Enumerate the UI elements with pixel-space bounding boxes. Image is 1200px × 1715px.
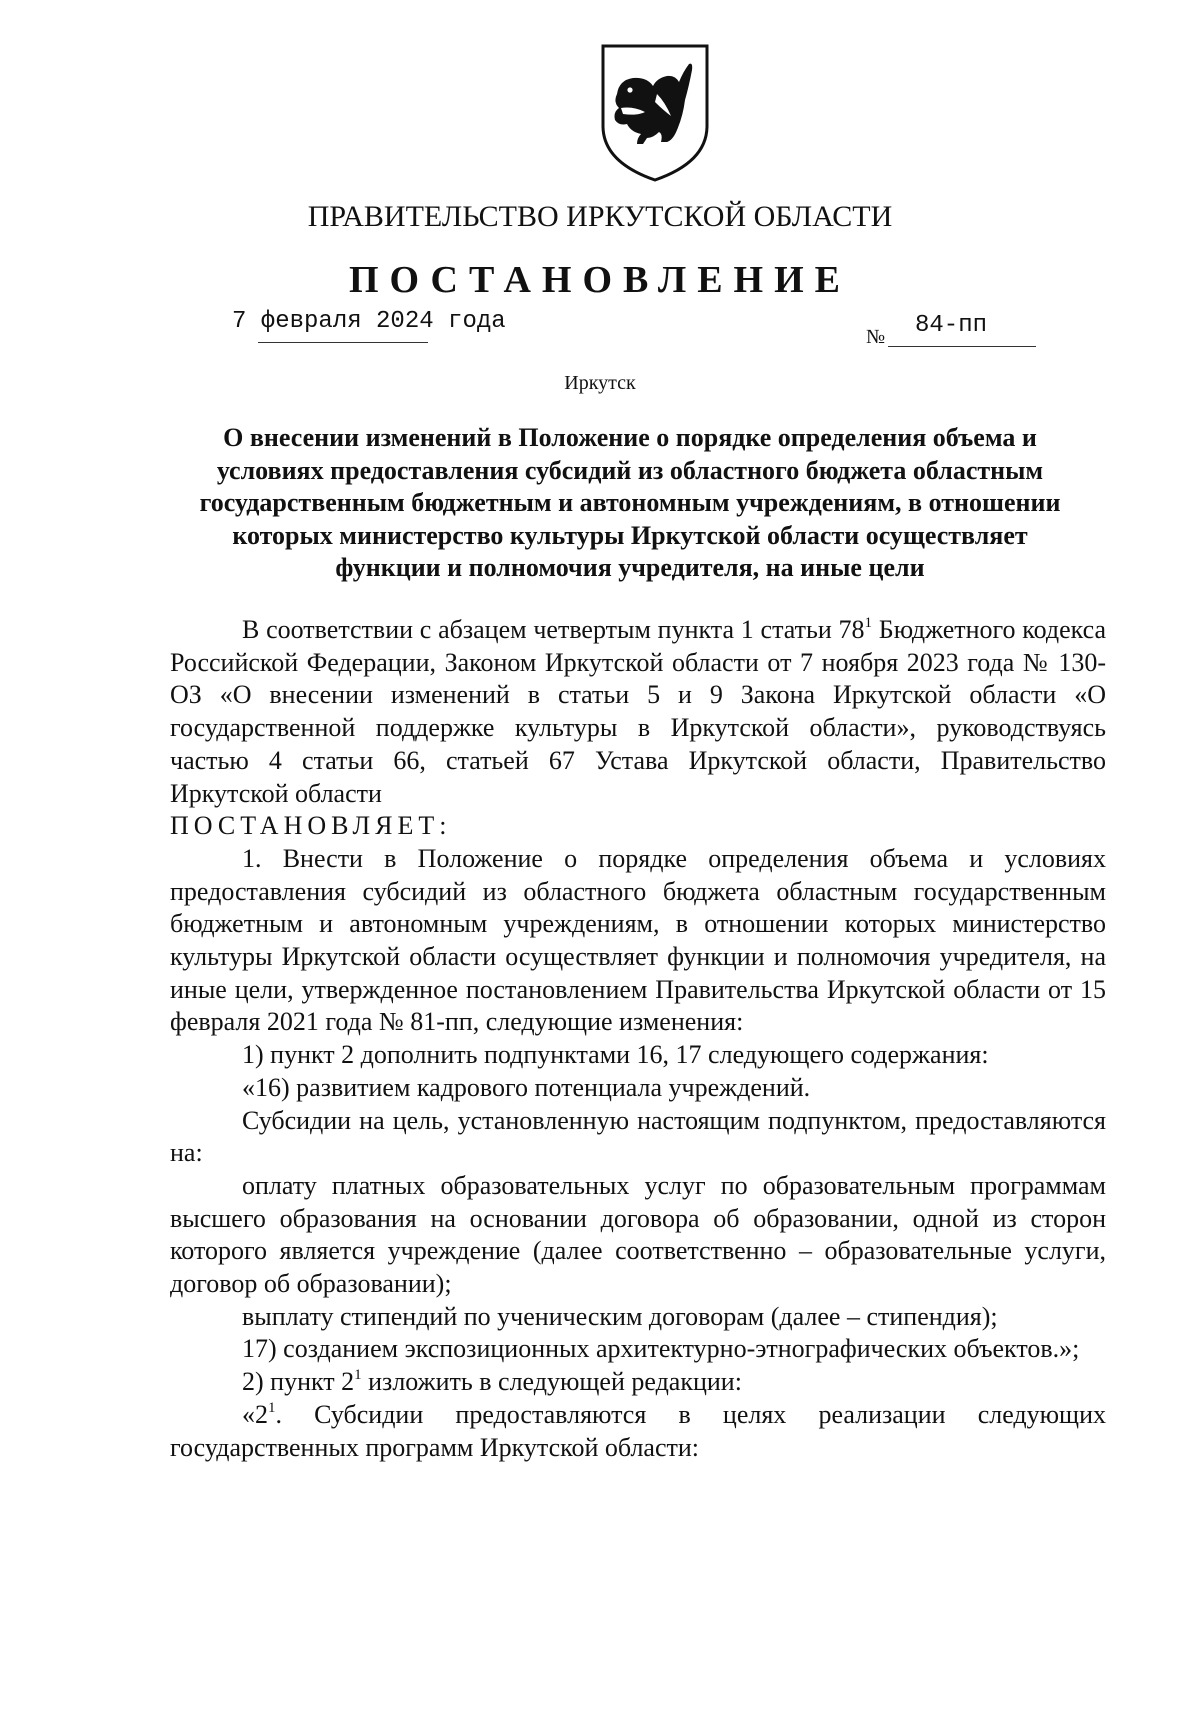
title-line: которых министерство культуры Иркутской области осуществляет <box>232 520 1028 550</box>
organization-name: ПРАВИТЕЛЬСТВО ИРКУТСКОЙ ОБЛАСТИ <box>307 200 893 233</box>
document-body <box>170 614 1106 1464</box>
preamble-paragraph: В соответствии с абзацем четвертым пункта 1 статьи $78^1$ Бюджетного кодекса Российской Федерации, Законом Иркутской области от 7 ноября 2023 года № 130-ОЗ «О внесении изменений в статьи 5 и 9 Закона Иркутской области «О государственной поддержке культуры в Иркутской области», руководствуясь частью 4 статьи 66, статьей 67 Устава Иркутской области, Правительство Иркутской области <box>170 615 1107 808</box>
title-line: О внесении изменений в Положение о порядке определения объема и <box>223 423 1037 452</box>
title-line: условиях предоставления субсидий из областного бюджета областным <box>216 455 1044 485</box>
city: Иркутск <box>564 372 636 394</box>
number-underline <box>888 346 1036 347</box>
paragraph: «16) развитием кадрового потенциала учреждений. <box>242 1072 811 1102</box>
title-line: функции и полномочия учредителя, на иные цели <box>335 553 925 582</box>
title-line: государственным бюджетным и автономным учреждениям, в отношении <box>199 488 1061 517</box>
document-title <box>160 422 1100 585</box>
document-date: 7 февраля 2024 года <box>232 308 506 335</box>
date-underline <box>258 342 428 343</box>
paragraph: «$2^1$. Субсидии предоставляются в целях реализации следующих государственных программ Иркутской области: <box>170 1399 1106 1462</box>
paragraph: оплату платных образовательных услуг по образовательным программам высшего образования на основании договора об образовании, одной из сторон которого является учреждение (далее соответственно – образовательные услуги, договор об образовании); <box>170 1170 1106 1299</box>
document-type: ПОСТАНОВЛЕНИЕ <box>348 259 852 301</box>
paragraph: Субсидии на цель, установленную настоящим подпунктом, предоставляются на: <box>170 1105 1106 1168</box>
paragraph: 1. Внести в Положение о порядке определения объема и условиях предоставления субсидий из областного бюджета областным государственным бюджетным и автономным учреждениям, в отношении которых министерство культуры Иркутской области осуществляет функции и полномочия учредителя, на иные цели, утвержденное постановлением Правительства Иркутской области от 15 февраля 2021 года № 81-пп, следующие изменения: <box>170 843 1106 1037</box>
number-sign: № <box>866 326 886 348</box>
paragraph: 1) пункт 2 дополнить подпунктами 16, 17 следующего содержания: <box>242 1040 989 1070</box>
coat-of-arms-icon <box>597 42 713 184</box>
paragraph: 17) созданием экспозиционных архитектурно-этнографических объектов.»; <box>242 1334 1080 1364</box>
paragraph: выплату стипендий по ученическим договорам (далее – стипендия); <box>242 1301 998 1331</box>
resolves-heading: ПОСТАНОВЛЯЕТ: <box>170 811 452 841</box>
document-number: 84-пп <box>915 312 988 339</box>
paragraph: 2) пункт $2^1$ изложить в следующей редакции: <box>242 1367 742 1397</box>
